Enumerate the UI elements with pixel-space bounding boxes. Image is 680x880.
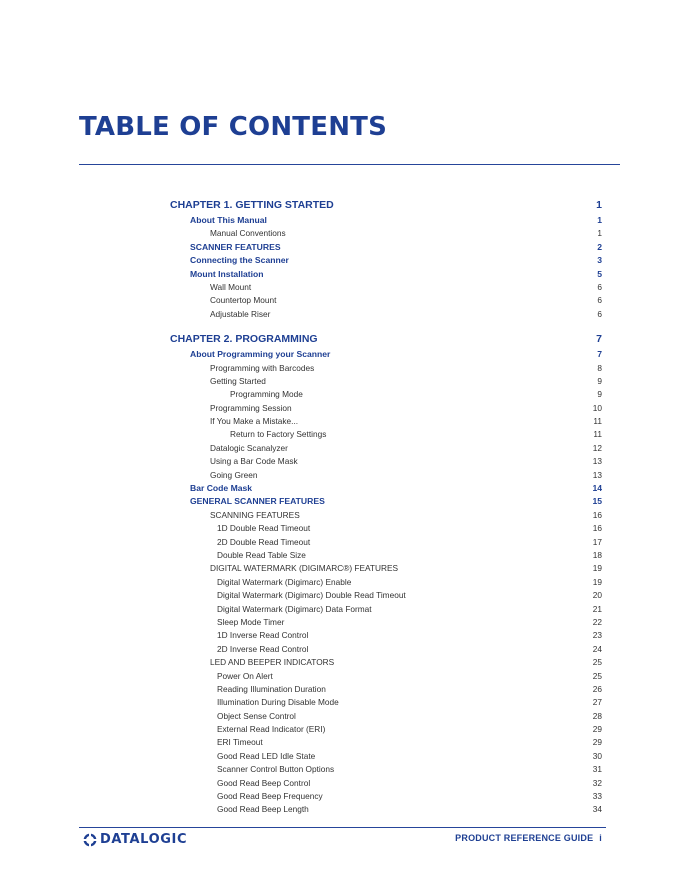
toc-entry[interactable] — [170, 470, 602, 483]
toc-entry-page: 8 — [597, 362, 602, 373]
toc-entry-page: 7 — [596, 333, 602, 346]
toc-entry-page: 16 — [592, 523, 602, 534]
toc-entry[interactable] — [170, 416, 602, 429]
toc-entry[interactable] — [170, 215, 602, 228]
toc-entry-label: Digital Watermark (Digimarc) Data Format — [217, 603, 372, 614]
toc-entry-label: Digital Watermark (Digimarc) Enable — [217, 576, 352, 587]
toc-entry-page: 28 — [592, 710, 602, 721]
toc-entry[interactable] — [170, 269, 602, 282]
toc-entry[interactable] — [170, 737, 602, 750]
toc-entry[interactable] — [170, 363, 602, 376]
toc-entry-page: 32 — [592, 777, 602, 788]
toc-entry-page: 14 — [592, 483, 602, 494]
toc-entry-page: 5 — [597, 268, 602, 279]
toc-entry-page: 1 — [597, 215, 602, 225]
toc-entry-page: 18 — [592, 549, 602, 560]
toc-entry-label: 2D Double Read Timeout — [217, 536, 311, 547]
toc-entry[interactable] — [170, 711, 602, 724]
toc-entry-page: 29 — [592, 737, 602, 748]
toc-entry-page: 1 — [596, 199, 602, 211]
toc-entry-page: 16 — [592, 509, 602, 520]
toc-entry[interactable] — [170, 778, 602, 791]
toc-entry-label: 1D Inverse Read Control — [217, 630, 309, 641]
toc-entry[interactable] — [170, 242, 602, 255]
toc-entry-label: Good Read LED Idle State — [217, 750, 316, 761]
toc-entry-label: Going Green — [210, 469, 258, 480]
toc-entry[interactable] — [170, 510, 602, 523]
toc-entry-page: 9 — [597, 375, 602, 386]
toc-entry-label: Power On Alert — [217, 670, 273, 681]
toc-entry-page: 30 — [592, 750, 602, 761]
toc-entry-page: 27 — [592, 697, 602, 708]
toc-entry-label: About This Manual — [190, 215, 267, 225]
toc-entry[interactable] — [170, 537, 602, 550]
toc-entry-label: Manual Conventions — [210, 228, 286, 239]
toc-entry-label: Getting Started — [210, 375, 266, 386]
toc-entry-page: 25 — [592, 657, 602, 668]
toc-entry[interactable] — [170, 577, 602, 590]
datalogic-logo — [83, 832, 187, 847]
toc-entry[interactable] — [170, 617, 602, 630]
footer-guide-label — [455, 833, 602, 843]
toc-entry-label: 1D Double Read Timeout — [217, 523, 311, 534]
toc-entry-page: 10 — [592, 402, 602, 413]
toc-entry-label: LED AND BEEPER INDICATORS — [210, 657, 335, 668]
toc-entry-label: Illumination During Disable Mode — [217, 697, 339, 708]
toc-entry[interactable] — [170, 671, 602, 684]
toc-entry-page: 20 — [592, 590, 602, 601]
toc-entry-label: Digital Watermark (Digimarc) Double Read Timeout — [217, 590, 406, 601]
toc-entry-page: 13 — [592, 456, 602, 467]
toc-entry-page: 11 — [593, 416, 602, 427]
toc-entry-page: 12 — [592, 442, 602, 453]
toc-entry-page: 21 — [592, 603, 602, 614]
toc-entry[interactable] — [170, 804, 602, 817]
toc-entry-page: 7 — [597, 349, 602, 360]
toc-entry-page: 31 — [592, 764, 602, 775]
toc-entry-label: Using a Bar Code Mask — [210, 456, 298, 467]
toc-entry[interactable] — [170, 496, 602, 509]
toc-entry-page: 23 — [592, 630, 602, 641]
toc-entry-page: 11 — [593, 429, 602, 440]
toc-entry[interactable] — [170, 376, 602, 389]
toc-entry[interactable] — [170, 389, 602, 402]
toc-entry[interactable] — [170, 295, 602, 308]
toc-entry[interactable] — [170, 724, 602, 737]
toc-entry-label: Good Read Beep Frequency — [217, 791, 323, 802]
toc-entry-page: 13 — [592, 469, 602, 480]
toc-entry-label: External Read Indicator (ERI) — [217, 724, 326, 735]
toc-entry[interactable] — [170, 443, 602, 456]
toc-entry[interactable] — [170, 630, 602, 643]
toc-entry-label: Scanner Control Button Options — [217, 764, 335, 775]
toc-entry-label: SCANNER FEATURES — [190, 241, 281, 252]
toc-entry-label: CHAPTER 2. PROGRAMMING — [170, 333, 318, 346]
toc-entry-label: SCANNING FEATURES — [210, 509, 300, 520]
toc-entry-page: 19 — [592, 576, 602, 587]
toc-entry-label: Return to Factory Settings — [230, 429, 327, 440]
toc-entry-label: Object Sense Control — [217, 710, 296, 721]
toc-entry-page: 6 — [597, 295, 602, 306]
toc-entry-page: 1 — [597, 228, 602, 239]
toc-entry-label: Good Read Beep Control — [217, 777, 311, 788]
toc-entry[interactable] — [170, 684, 602, 697]
logo-wordmark: DATALOGIC — [100, 832, 188, 847]
toc-entry[interactable] — [170, 657, 602, 670]
toc-entry-page: 25 — [592, 670, 602, 681]
toc-entry-label: Programming with Barcodes — [210, 362, 315, 373]
toc-entry-label: DIGITAL WATERMARK (DIGIMARC®) FEATURES — [210, 563, 399, 574]
toc-entry[interactable] — [170, 255, 602, 268]
toc-entry-label: GENERAL SCANNER FEATURES — [190, 496, 325, 507]
toc-entry-page: 6 — [597, 281, 602, 292]
guide-title: PRODUCT REFERENCE GUIDE — [455, 833, 594, 843]
toc-entry-page: 19 — [592, 563, 602, 574]
toc-entry-label: Bar Code Mask — [190, 483, 253, 494]
toc-entry-label: If You Make a Mistake... — [210, 416, 299, 427]
toc-entry-page: 2 — [597, 241, 602, 252]
toc-entry-page: 6 — [597, 308, 602, 319]
toc-entry[interactable] — [170, 282, 602, 295]
toc-entry-page: 29 — [592, 724, 602, 735]
title-divider — [79, 164, 620, 165]
toc-entry[interactable] — [170, 403, 602, 416]
toc-entry[interactable] — [170, 429, 602, 442]
toc-entry-label: Connecting the Scanner — [190, 255, 289, 266]
toc-entry-label: Adjustable Riser — [210, 308, 271, 319]
page-number: i — [599, 833, 602, 843]
toc-entry-label: Programming Session — [210, 402, 292, 413]
toc-entry-label: Good Read Beep Length — [217, 804, 309, 815]
toc-entry[interactable] — [170, 456, 602, 469]
toc-entry-label: 2D Inverse Read Control — [217, 643, 309, 654]
toc-entry-label: Sleep Mode Timer — [217, 616, 285, 627]
toc-entry[interactable] — [170, 523, 602, 536]
toc-chapter-entry[interactable] — [170, 333, 602, 349]
toc-entry[interactable] — [170, 309, 602, 322]
toc-entry-page: 22 — [592, 616, 602, 627]
toc-entry[interactable] — [170, 590, 602, 603]
toc-entry-label: ERI Timeout — [217, 737, 263, 748]
table-of-contents — [170, 199, 602, 818]
toc-entry-label: Reading Illumination Duration — [217, 683, 326, 694]
toc-entry-page: 24 — [592, 643, 602, 654]
toc-entry-page: 9 — [597, 389, 602, 400]
toc-entry[interactable] — [170, 349, 602, 362]
toc-entry[interactable] — [170, 228, 602, 241]
toc-entry[interactable] — [170, 644, 602, 657]
toc-entry-label: Countertop Mount — [210, 295, 277, 306]
toc-entry-page: 15 — [592, 496, 602, 507]
toc-chapter-entry[interactable] — [170, 199, 602, 215]
toc-entry-page: 26 — [592, 683, 602, 694]
toc-entry[interactable] — [170, 751, 602, 764]
toc-entry-label: Mount Installation — [190, 268, 264, 279]
toc-entry-label: CHAPTER 1. GETTING STARTED — [170, 199, 334, 211]
datalogic-mark-icon — [83, 833, 97, 847]
toc-entry[interactable] — [170, 483, 602, 496]
toc-entry-label: About Programming your Scanner — [190, 349, 331, 360]
toc-entry-page: 33 — [592, 791, 602, 802]
toc-entry[interactable] — [170, 604, 602, 617]
toc-entry-page: 17 — [592, 536, 602, 547]
toc-entry-label: Double Read Table Size — [217, 549, 306, 560]
toc-entry[interactable] — [170, 550, 602, 563]
footer-divider — [79, 827, 606, 828]
toc-entry[interactable] — [170, 697, 602, 710]
toc-entry[interactable] — [170, 764, 602, 777]
toc-entry-label: Datalogic Scanalyzer — [210, 442, 288, 453]
toc-entry[interactable] — [170, 791, 602, 804]
toc-entry-label: Wall Mount — [210, 281, 252, 292]
toc-entry-page: 3 — [597, 255, 602, 266]
toc-entry-page: 34 — [592, 804, 602, 815]
page-title: TABLE OF CONTENTS — [79, 112, 388, 142]
toc-entry-label: Programming Mode — [230, 389, 303, 400]
toc-entry[interactable] — [170, 563, 602, 576]
